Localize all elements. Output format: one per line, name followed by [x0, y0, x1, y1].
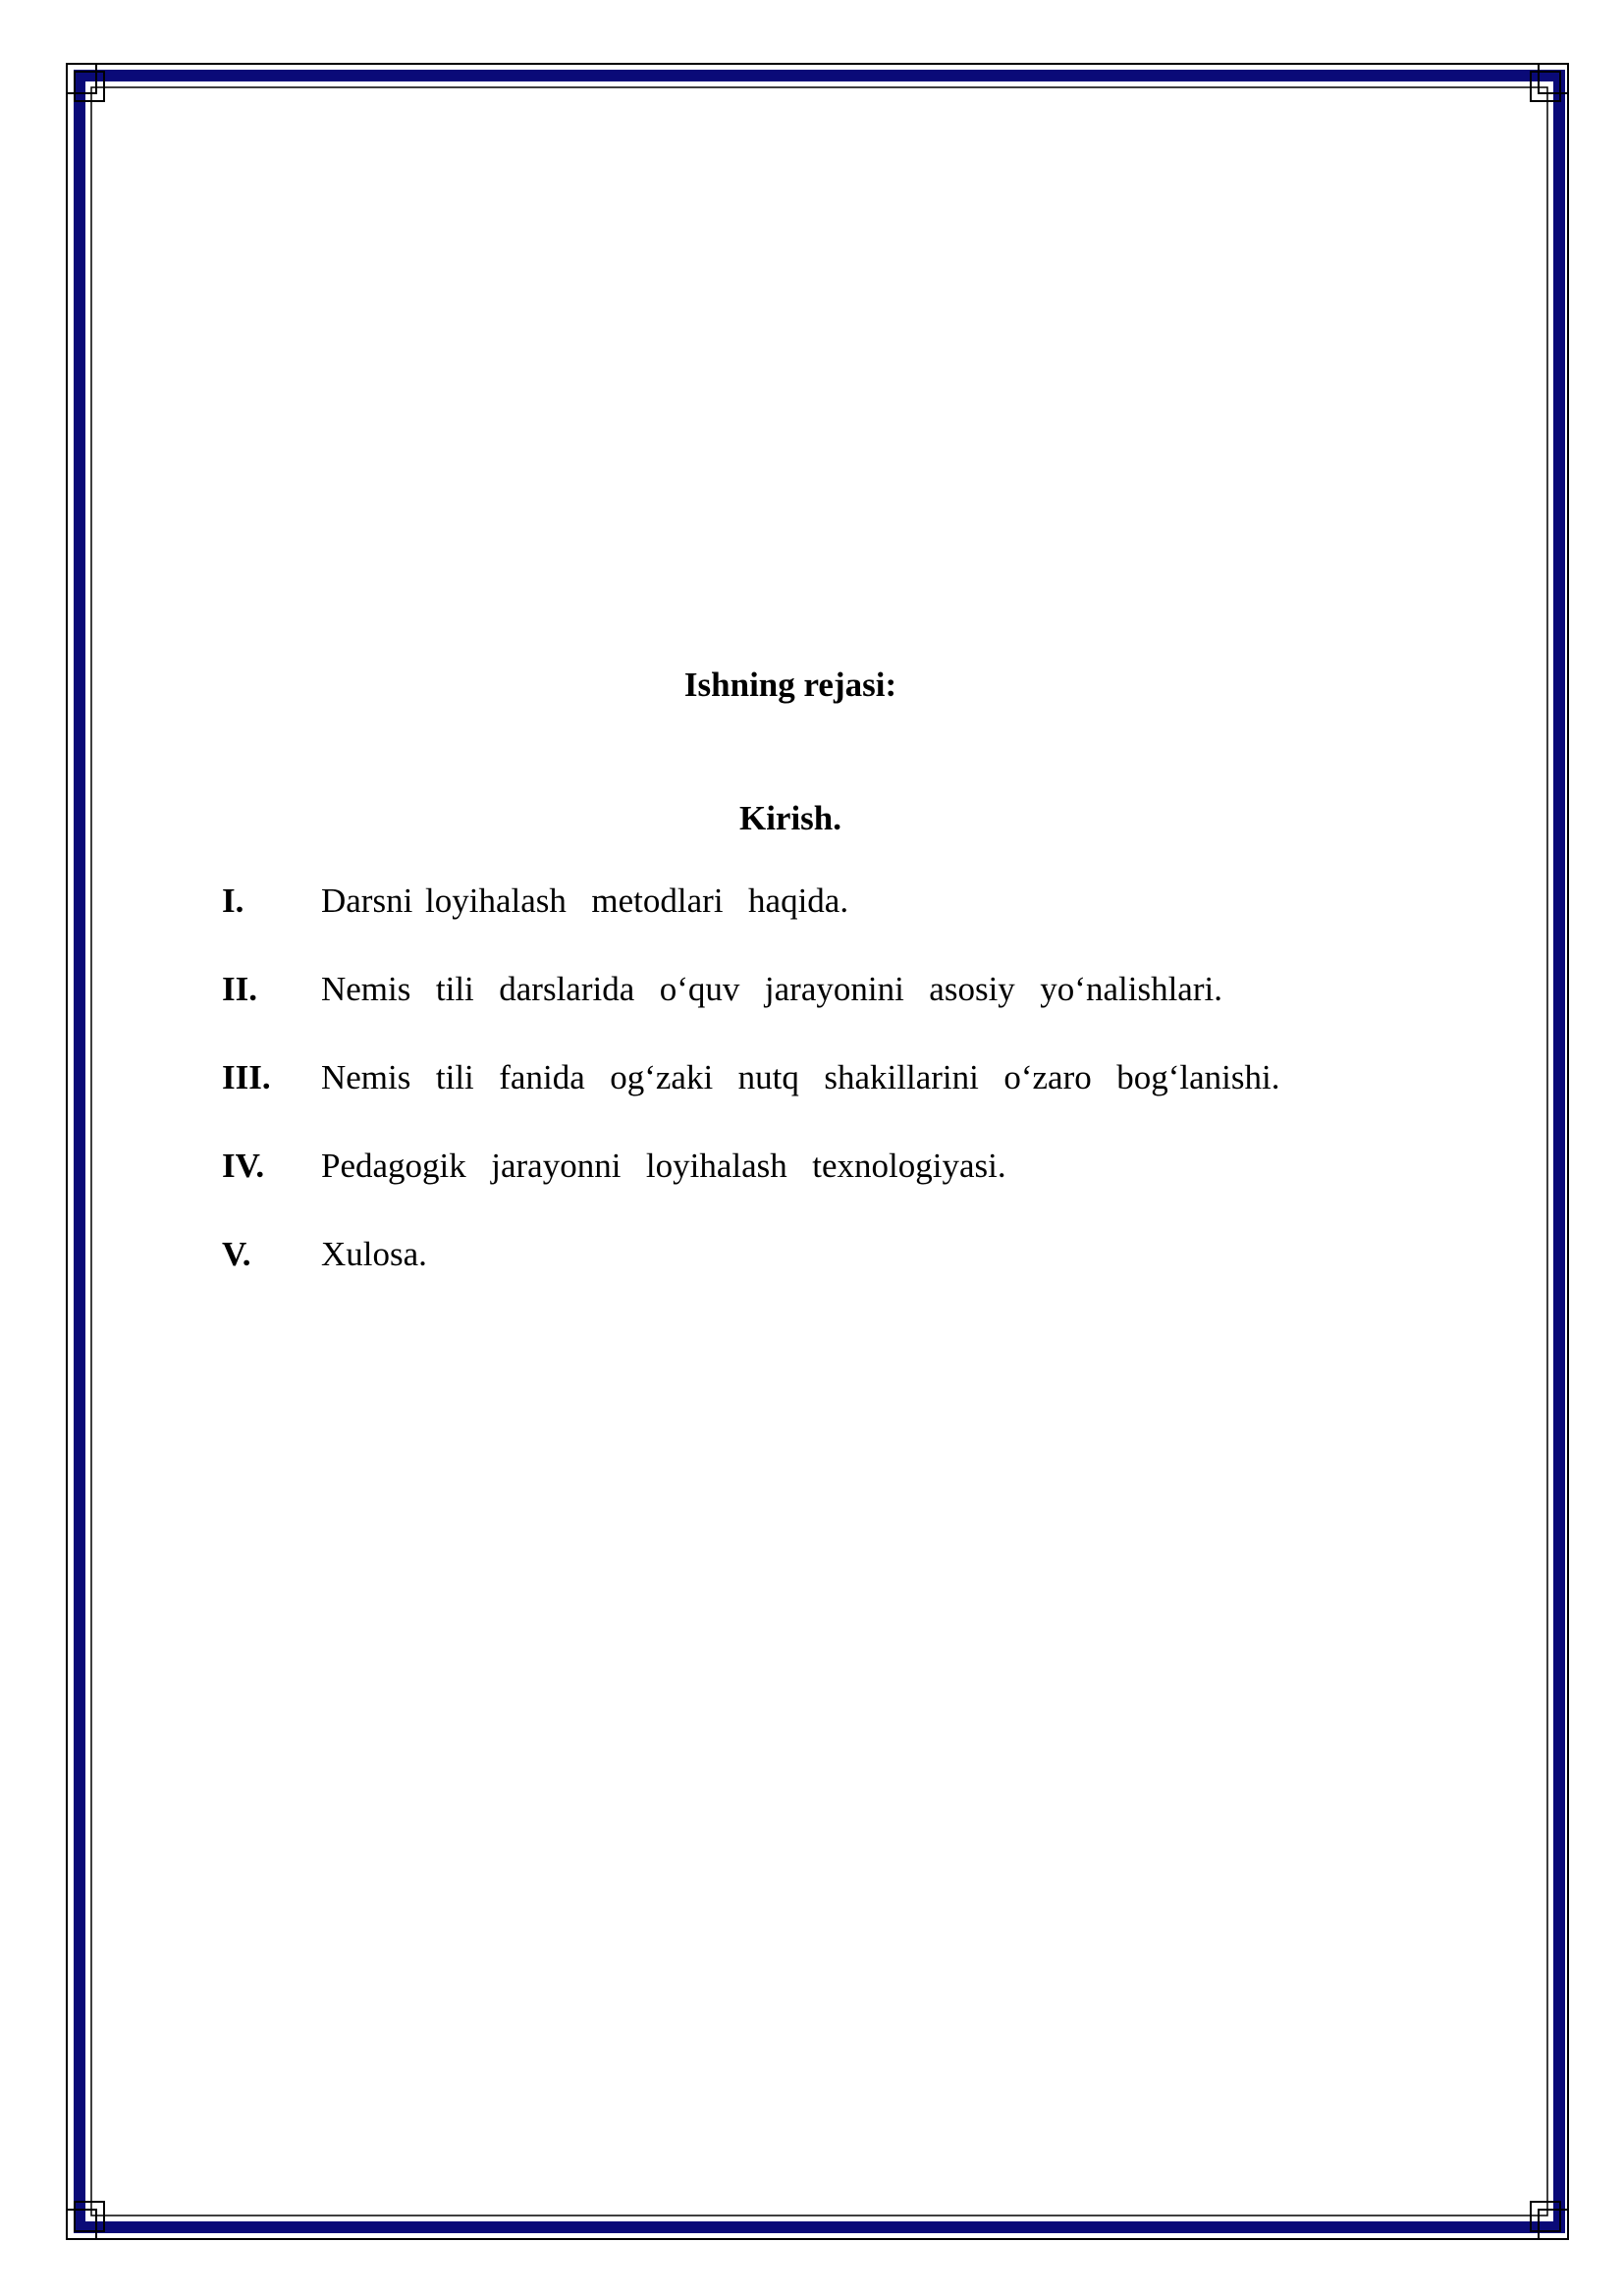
plan-item-number: I. [222, 881, 244, 920]
plan-item-text: Darsni loyihalash metodlari haqida. [321, 881, 849, 920]
plan-item-number: III. [222, 1058, 271, 1096]
document-title: Ishning rejasi: [683, 666, 897, 704]
plan-item-2 [222, 970, 1400, 1058]
plan-item-text: Xulosa. [321, 1235, 427, 1273]
plan-item-number: II. [222, 970, 257, 1008]
plan-item-number: IV. [222, 1147, 265, 1185]
plan-list [222, 881, 1400, 1323]
plan-item-3 [222, 1058, 1400, 1147]
plan-item-1 [222, 881, 1400, 970]
plan-item-number: V. [222, 1235, 251, 1273]
plan-item-text: Pedagogik jarayonni loyihalash texnologiyasi. [321, 1147, 1006, 1185]
plan-item-text: Nemis tili darslarida o‘quv jarayonini asosiy yo‘nalishlari. [321, 970, 1222, 1008]
plan-item-4 [222, 1147, 1400, 1235]
plan-item-5 [222, 1235, 1400, 1323]
plan-item-text: Nemis tili fanida og‘zaki nutq shakillarini o‘zaro bog‘lanishi. [321, 1058, 1280, 1096]
intro-heading: Kirish. [738, 799, 842, 837]
